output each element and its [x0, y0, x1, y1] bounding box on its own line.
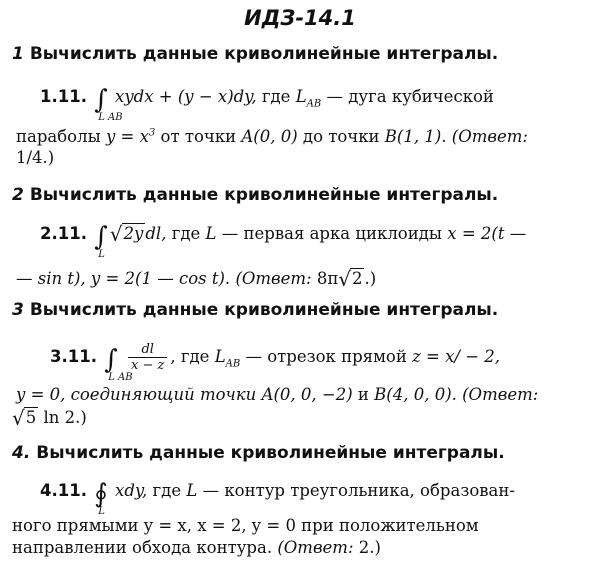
problem-4-line-2: ного прямыми y = x, x = 2, y = 0 при положительном — [12, 516, 479, 535]
integral-sign: ∫ L — [94, 222, 108, 260]
problem-1-line-1: 1.11. ∫ L AB xydx + (y − x)dy, где $L_{AB}$ — дуга кубической — [40, 85, 494, 123]
problem-number: 3.11. — [50, 347, 97, 366]
problem-4-line-3: направлении обхода контура. (Ответ: 2.) — [12, 538, 381, 557]
problem-1-answer: 1/4.) — [16, 148, 55, 167]
section-number: 1 — [12, 44, 24, 64]
answer-label: (Ответ: — [462, 385, 539, 404]
integral-sign: ∫ L AB — [94, 85, 123, 123]
answer-label: (Ответ: — [451, 127, 528, 146]
section-number: 4. — [12, 443, 31, 463]
integral-sign: ∫ L AB — [104, 345, 133, 383]
document-title: ИДЗ-14.1 — [244, 6, 356, 30]
problem-number: 2.11. — [40, 224, 87, 243]
section-text: Вычислить данные криволинейные интегралы. — [29, 300, 499, 320]
problem-number: 1.11. — [40, 87, 87, 106]
section-2-heading — [12, 185, 498, 205]
integrand: xydx + (y − x)dy, — [115, 87, 257, 106]
section-text: Вычислить данные криволинейные интегралы. — [36, 443, 505, 463]
answer-label: (Ответ: — [277, 538, 354, 557]
problem-3-line-1: 3.11. ∫ L AB $\frac{dl}{x - z}$ , где $L_{AB}$ — отрезок прямой z = x/ − 2, — [50, 342, 501, 383]
problem-1-line-2: параболы $y = x^3$ от точки A(0, 0) до точки B(1, 1). (Ответ: — [16, 127, 528, 146]
problem-3-line-2: y = 0, соединяющий точки A(0, 0, −2) и B(4, 0, 0). (Ответ: — [16, 385, 539, 404]
section-text: Вычислить данные криволинейные интегралы. — [29, 44, 499, 64]
problem-4-line-1: 4.11. ∮ L xdy, где L — контур треугольника, образован- — [40, 479, 515, 517]
radical-sign: √ — [109, 222, 123, 246]
section-1-heading — [12, 44, 498, 64]
answer-label: (Ответ: — [235, 269, 312, 288]
problem-number: 4.11. — [40, 481, 87, 500]
section-number: 2 — [12, 185, 24, 205]
section-4-heading — [12, 443, 505, 463]
problem-2-line-2: — sin t), y = 2(1 — cos t). (Ответ: 8π√2 .) — [16, 267, 377, 291]
problem-3-answer: √5 ln 2.) — [12, 406, 87, 430]
contour-integral-sign: ∮ L — [94, 479, 108, 517]
section-number: 3 — [12, 300, 24, 320]
section-3-heading — [12, 300, 498, 320]
section-text: Вычислить данные криволинейные интегралы. — [29, 185, 499, 205]
problem-2-line-1: 2.11. ∫ L √2y dl, где L — первая арка циклоиды x = 2(t — — [40, 222, 527, 260]
fraction: $\frac{dl}{x - z}$ — [128, 342, 167, 373]
